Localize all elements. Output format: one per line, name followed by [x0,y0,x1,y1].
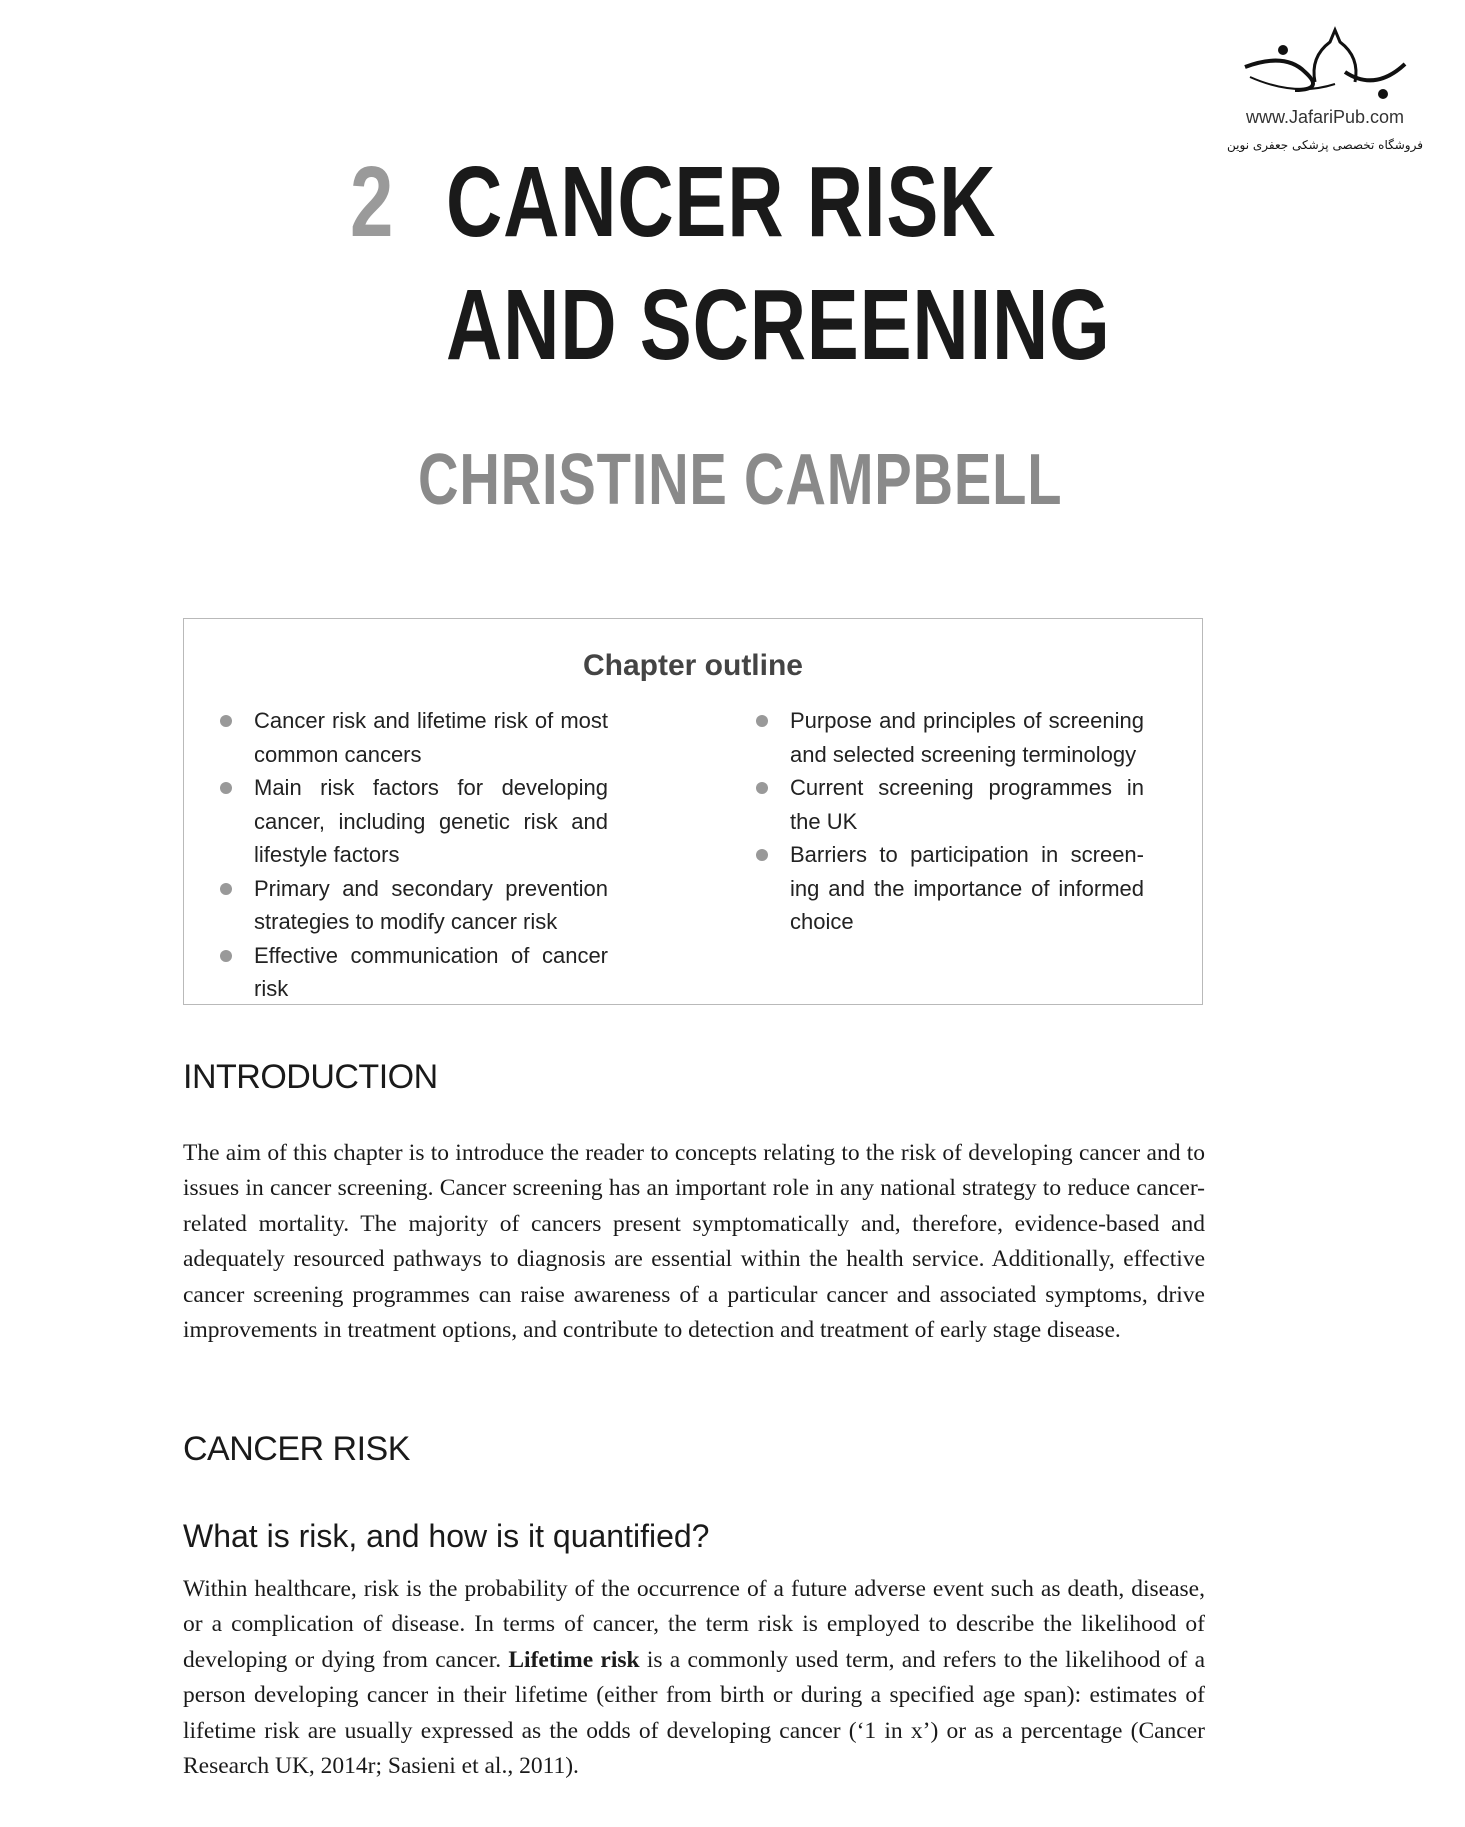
bullet-icon [756,715,768,727]
outline-item: Purpose and principles of screening and selected screening terminology [754,704,1144,771]
bullet-icon [756,782,768,794]
section-heading-introduction: INTRODUCTION [183,1058,438,1096]
introduction-paragraph: The aim of this chapter is to introduce the reader to concepts relating to the risk of developing cancer and to issues in cancer screening. Cancer screening has an important role in any national strategy to reduce cancer-related mortality. The majority of cancers present symptomatically and, therefore, evidence-based and adequately resourced pathways to diagnosis are essential within the health service. Additionally, effective cancer screening programmes can raise awareness of a particular cancer and associated symptoms, drive improvements in treatment options, and contribute to detection and treatment of early stage disease. [183,1140,1205,1344]
outline-item: Main risk factors for developing cancer, including genetic risk and lifestyle factors [218,771,608,872]
bullet-icon [220,883,232,895]
publisher-url: www.JafariPub.com [1245,107,1405,127]
cancer-risk-paragraph: Within healthcare, risk is the probability of the occurrence of a future adverse event such as death, disease, or a complication of disease. In terms of cancer, the term risk is employed to describe the likelihood of developing or dying from cancer. Lifetime risk is a commonly used term, and refers to the likelihood of a person developing cancer in their lifetime (either from birth or during a specified age span): estimates of lifetime risk are usually expressed as the odds of developing cancer (‘1 in x’) or as a percentage (Cancer Research UK, 2014r; Sasieni et al., 2011). [183,1576,1205,1780]
publisher-logo [1225,22,1425,152]
chapter-title-line1: CANCER RISK [446,146,997,258]
calligraphy-logo-icon [1235,22,1415,102]
outline-heading: Chapter outline [582,649,803,682]
bullet-icon [220,715,232,727]
bullet-icon [756,849,768,861]
publisher-tagline: فروشگاه تخصصی پزشکی جعفری نوین [1227,138,1423,152]
term-lifetime-risk: Lifetime risk [508,1646,640,1673]
chapter-title-line2: AND SCREENING [446,269,1111,381]
outline-item: Cancer risk and lifetime risk of most common cancers [218,704,608,771]
bullet-icon [220,782,232,794]
outline-item: Effective communication of cancer risk [218,939,608,1006]
outline-right-column [754,704,1144,939]
section-heading-cancer-risk: CANCER RISK [183,1430,410,1468]
bullet-icon [220,950,232,962]
outline-item: Current screening programmes in the UK [754,771,1144,838]
chapter-author: CHRISTINE CAMPBELL [418,440,1063,520]
outline-left-column [218,704,608,1006]
subheading-risk-quantified: What is risk, and how is it quantified? [183,1518,710,1554]
outline-item: Barriers to participation in screen-ing and the importance of informed choice [754,838,1144,939]
chapter-outline-box [183,618,1203,1005]
chapter-number: 2 [350,146,395,258]
outline-item: Primary and secondary prevention strategies to modify cancer risk [218,872,608,939]
